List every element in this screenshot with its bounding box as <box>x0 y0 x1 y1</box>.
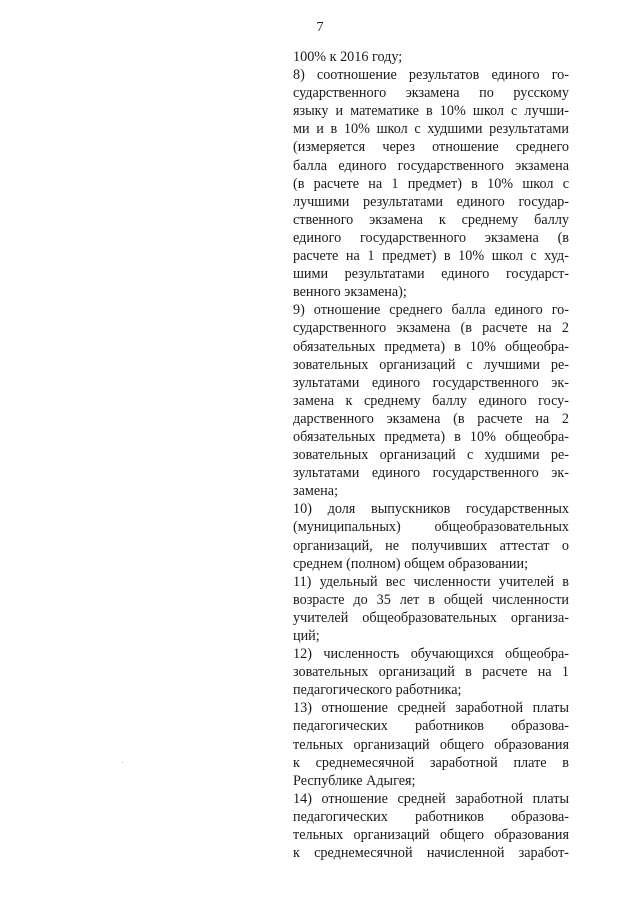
text-line: зовательных организаций с худшими ре- <box>293 447 569 464</box>
document-body <box>293 48 569 862</box>
text-line: зультатами единого государственного эк- <box>293 465 569 482</box>
scan-artifact <box>122 762 123 763</box>
text-line: 10) доля выпускников государственных <box>293 501 569 518</box>
text-line: 14) отношение средней заработной платы <box>293 790 569 807</box>
text-line: (измеряется через отношение среднего <box>293 139 569 156</box>
text-line: тельных организаций общего образования <box>293 736 569 753</box>
text-line: к среднемесячной начисленной заработ- <box>293 845 569 862</box>
text-line: зультатами единого государственного эк- <box>293 374 569 391</box>
text-line: ми и в 10% школ с худшими результатами <box>293 121 569 138</box>
text-line: 9) отношение среднего балла единого го- <box>293 302 569 319</box>
text-line: Республике Адыгея; <box>293 772 416 789</box>
text-line: сударственного экзамена (в расчете на 2 <box>293 320 569 337</box>
text-line: 12) численность обучающихся общеобра- <box>293 646 569 663</box>
text-line: замена к среднему баллу единого госу- <box>293 392 569 409</box>
text-line: ций; <box>293 628 320 644</box>
text-line: ственного экзамена к среднему баллу <box>293 211 569 228</box>
text-line: (муниципальных) общеобразовательных <box>293 519 569 536</box>
text-line: единого государственного экзамена (в <box>293 229 569 246</box>
text-line: балла единого государственного экзамена <box>293 157 569 174</box>
text-line: учителей общеобразовательных организа- <box>293 609 569 626</box>
text-line: венного экзамена); <box>293 284 407 301</box>
text-line: среднем (полном) общем образовании; <box>293 555 529 572</box>
text-line: (в расчете на 1 предмет) в 10% школ с <box>293 175 569 192</box>
text-line: сударственного экзамена по русскому <box>293 85 569 102</box>
text-line: к среднемесячной заработной плате в <box>293 754 569 771</box>
page-number: 7 <box>316 20 324 35</box>
text-line: тельных организаций общего образования <box>293 827 569 844</box>
text-line: расчете на 1 предмет) в 10% школ с худ- <box>293 248 569 265</box>
text-line: замена; <box>293 483 339 500</box>
text-line: дарственного экзамена (в расчете на 2 <box>293 410 569 427</box>
text-line: лучшими результатами единого государ- <box>293 193 569 210</box>
text-line: 8) соотношение результатов единого го- <box>293 67 569 84</box>
text-line: возрасте до 35 лет в общей численности <box>293 591 569 608</box>
text-line: обязательных предмета) в 10% общеобра- <box>293 428 569 445</box>
text-line: педагогического работника; <box>293 682 462 699</box>
text-line: языку и математике в 10% школ с лучши- <box>293 103 569 120</box>
text-line: зовательных организаций в расчете на 1 <box>293 664 569 681</box>
text-line: шими результатами единого государст- <box>293 266 569 283</box>
text-line: педагогических работников образова- <box>293 718 569 735</box>
text-line: 13) отношение средней заработной платы <box>293 700 569 717</box>
text-line: организаций, не получивших аттестат о <box>293 537 569 554</box>
text-line: 11) удельный вес численности учителей в <box>293 573 569 590</box>
text-line: зовательных организаций с лучшими ре- <box>293 356 569 373</box>
text-line: обязательных предмета) в 10% общеобра- <box>293 338 569 355</box>
text-line: педагогических работников образова- <box>293 808 569 825</box>
text-line: 100% к 2016 году; <box>293 49 403 65</box>
